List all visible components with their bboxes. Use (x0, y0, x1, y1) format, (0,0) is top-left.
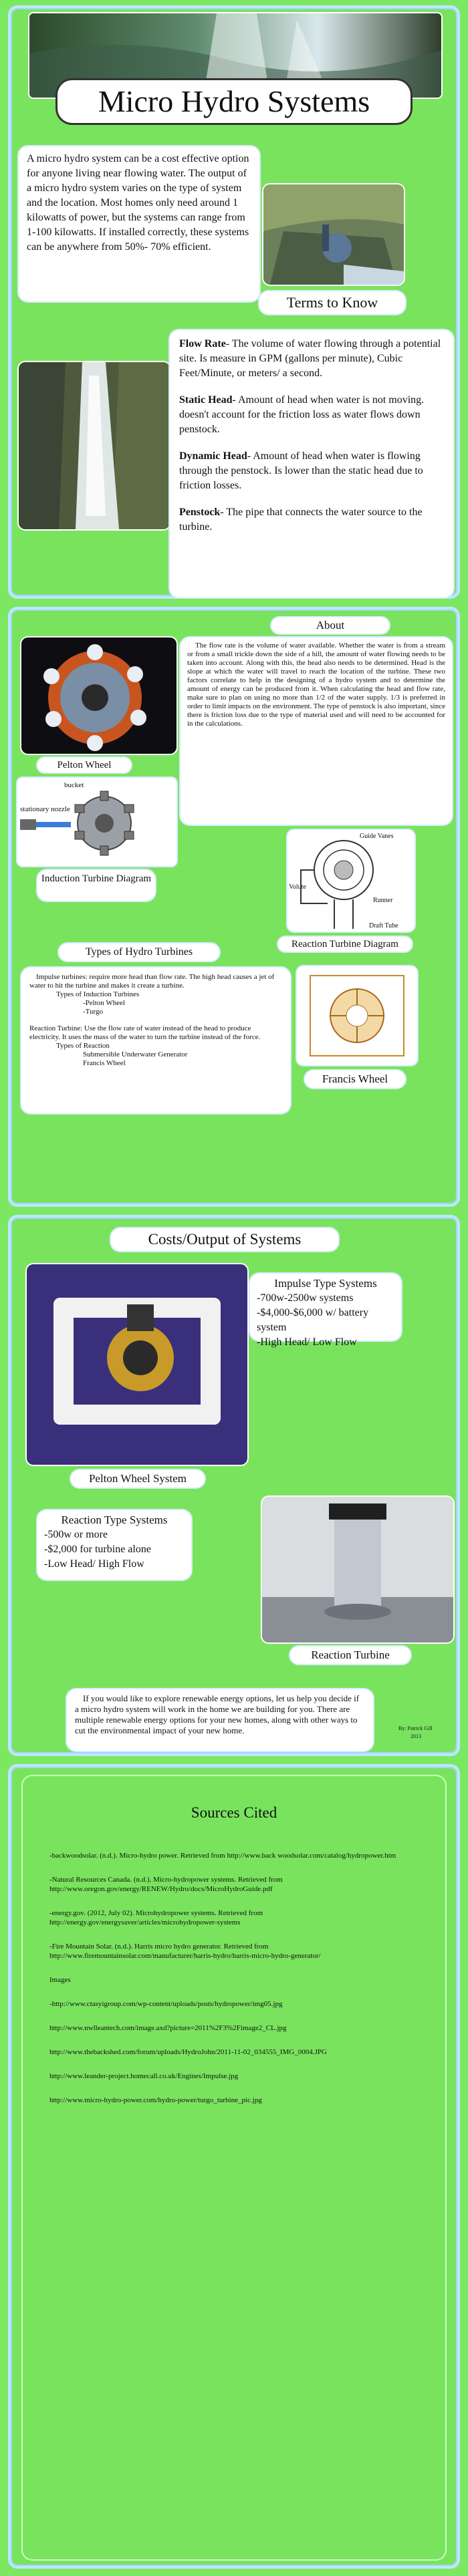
reaction-turbine-caption-pill (290, 1647, 411, 1664)
pelton-system-caption-pill (71, 1470, 205, 1487)
types-title-pill (59, 944, 219, 961)
term-def: - The pipe that connects the water source to the turbine. (179, 507, 423, 533)
pelton-caption-pill (37, 758, 131, 772)
turbine-installation-photo (263, 184, 404, 285)
impulse-line: -$4,000-$6,000 w/ battery system (257, 1307, 369, 1333)
about-box (181, 637, 452, 825)
page-title (57, 80, 411, 123)
closing-box (67, 1689, 373, 1751)
intro-box (19, 146, 259, 301)
intro-panel (8, 5, 460, 599)
sources-panel (8, 1764, 460, 2569)
terms-title: Terms to Know (286, 294, 378, 311)
induction-caption-pill (37, 870, 155, 901)
image-source: http://www.micro-hydro-power.com/hydro-power/turgo_turbine_pic.jpg (49, 2096, 262, 2104)
terms-box (170, 330, 453, 597)
impulse-line: -High Head/ Low Flow (257, 1336, 357, 1348)
reaction-sub-title: Types of Reaction (56, 1042, 110, 1050)
pelton-system-photo (27, 1264, 247, 1465)
francis-caption-pill (305, 1070, 405, 1088)
reaction-sub-item: Submersible Underwater Generator (83, 1050, 188, 1058)
pelton-wheel-photo (21, 637, 177, 754)
source-item: -Natural Resources Canada. (n.d.). Micro-hydropower systems. Retrieved from http://www.oregon.gov/energy/RENEW/Hydro/docs/MicroHydroGuide.pdf (49, 1876, 283, 1893)
image-source: -http://www.ctasyigroup.com/wp-content/uploads/posts/hydropower/img05.jpg (49, 2000, 283, 2008)
image-source: http://www.leander-project.homecall.co.uk/Engines/Impulse.jpg (49, 2072, 239, 2080)
reaction-sub-item: Francis Wheel (83, 1059, 126, 1067)
francis-wheel-diagram (297, 966, 417, 1065)
term-name: Static Head (179, 394, 233, 406)
types-title: Types of Hydro Turbines (85, 946, 193, 958)
term-name: Flow Rate (179, 338, 226, 349)
pelton-caption: Pelton Wheel (57, 760, 112, 770)
impulse-sub-title: Types of Induction Turbines (56, 990, 140, 998)
bucket-label: bucket (64, 781, 84, 789)
closing-text: If you would like to explore renewable energy options, let us help you decide if a micro hydro system will work in the home we are building for you. There are multiple renewable energy options for your new homes, along with other ways to cut the environmental impact of your new home. (75, 1693, 360, 1735)
types-box (21, 968, 290, 1113)
intro-text: A micro hydro system can be a cost effective option for anyone living near flowing water. The output of a micro hydro system varies on the type of system and the location. Most homes only need around 1 kilowatts of power, but the systems can range from 1-100 kilowatts. If installed correctly, these systems can be anywhere from 50%- 70% efficient. (27, 153, 249, 253)
reaction-line: -$2,000 for turbine alone (44, 1544, 151, 1555)
term-def: - Amount of head when water is flowing through the penstock. Is lower than the static head due to friction losses. (179, 450, 423, 491)
costs-title: Costs/Output of Systems (148, 1231, 302, 1248)
term-def: - Amount of head when water is not moving. doesn't account for the friction loss as water flows down penstock. (179, 394, 425, 435)
impulse-systems-title: Impulse Type Systems (274, 1277, 377, 1290)
byline: By: Patrick Gill (398, 1725, 433, 1731)
about-panel (8, 607, 460, 1207)
reaction-systems-title: Reaction Type Systems (61, 1514, 168, 1526)
runner-label: Runner (373, 897, 393, 904)
about-text: The flow rate is the volume of water available. Whether the water is from a stream or from a small trickle down the side of a hill, the amount of water flowing needs to be taken into account. Along with this, the head also needs to be determined. Head is the slope at which the water will travel to reach the location of the turbine. These two factors correlate to help in the designing of a hydro system and to determine the amount of energy can be produced from it. When calculating the head and flow rate, make sure to plan on using no more than 1/2 of the water supply. 1/3 is preferred in order to limit impacts on the environment. The type of penstock is also important, since there is friction loss due to the type of material used and will need to be accounted for in the calculations. (187, 641, 445, 728)
reaction-diagram (287, 830, 415, 932)
term-def: - The volume of water flowing through a potential site. Is measure in GPM (gallons per minute), Cubic Feet/Minute, or meters/ a second. (179, 338, 441, 379)
induction-caption: Induction Turbine Diagram (41, 873, 152, 884)
impulse-systems-box (250, 1274, 401, 1348)
impulse-sub-item: -Turgo (83, 1008, 103, 1016)
terms-title-pill (259, 291, 405, 314)
volute-label: Volute (289, 883, 306, 891)
reaction-caption: Reaction Turbine Diagram (291, 939, 398, 950)
induction-diagram (17, 778, 177, 866)
impulse-line: -700w-2500w systems (257, 1292, 354, 1304)
term-name: Penstock (179, 507, 221, 518)
about-title-pill (271, 617, 389, 633)
waterfall-photo (19, 362, 170, 529)
reaction-caption-pill (278, 937, 412, 952)
draft-tube-label: Draft Tube (369, 922, 398, 929)
term-flow-rate (179, 337, 444, 381)
impulse-sub-item: -Pelton Wheel (83, 999, 126, 1007)
sources-box (23, 1776, 445, 2559)
francis-caption: Francis Wheel (322, 1072, 388, 1085)
costs-title-pill (111, 1228, 338, 1251)
nozzle-label: stationary nozzle (20, 805, 70, 813)
source-item: -Fire Mountain Solar. (n.d.). Harris micro hydro generator. Retrieved from http://www.firemountainsolar.com/manufacturer/harris-hydro/harris-micro-hydro-generator/ (49, 1943, 321, 1960)
term-dynamic-head (179, 449, 444, 493)
image-source: http://www.thebackshed.com/forum/uploads/HydroJohn/2011-11-02_034555_IMG_0004.JPG (49, 2048, 327, 2056)
source-item: -energy.gov. (2012, July 02). Microhydropower systems. Retrieved from http://energy.gov/energysaver/articles/microhydropower-systems (49, 1909, 263, 1926)
term-static-head (179, 393, 444, 437)
byline-year: 2013 (411, 1733, 421, 1739)
about-title: About (316, 619, 345, 631)
reaction-systems-box (37, 1510, 191, 1580)
reaction-text: Reaction Turbine: Use the flow rate of water instead of the head to produce electricity. It uses the mass of the water to turn the turbine instead of the force. (29, 1024, 261, 1041)
guide-vanes-label: Guide Vanes (360, 833, 394, 840)
term-penstock (179, 505, 444, 535)
term-name: Dynamic Head (179, 450, 247, 462)
impulse-text: Impulse turbines: require more head than flow rate. The high head causes a jet of water to hit the turbine and makes it create a turbine. (29, 973, 275, 990)
image-source: http://www.nwlleantech.com/image.axd?picture=2011%2F3%2Fimage2_CL.jpg (49, 2024, 287, 2032)
source-item: -backwoodsolar. (n.d.). Micro-hydro power. Retrieved from http://www.back woodsolar.com/catalog/hydropower.htm (49, 1852, 396, 1860)
page-title-text: Micro Hydro Systems (98, 84, 370, 118)
images-title: Images (49, 1976, 71, 1984)
costs-panel (8, 1215, 460, 1756)
reaction-line: -Low Head/ High Flow (44, 1558, 144, 1570)
reaction-turbine-caption: Reaction Turbine (311, 1649, 390, 1661)
reaction-turbine-photo (262, 1497, 453, 1642)
sources-title: Sources Cited (191, 1804, 277, 1821)
reaction-line: -500w or more (44, 1529, 108, 1540)
pelton-system-caption: Pelton Wheel System (88, 1472, 187, 1485)
